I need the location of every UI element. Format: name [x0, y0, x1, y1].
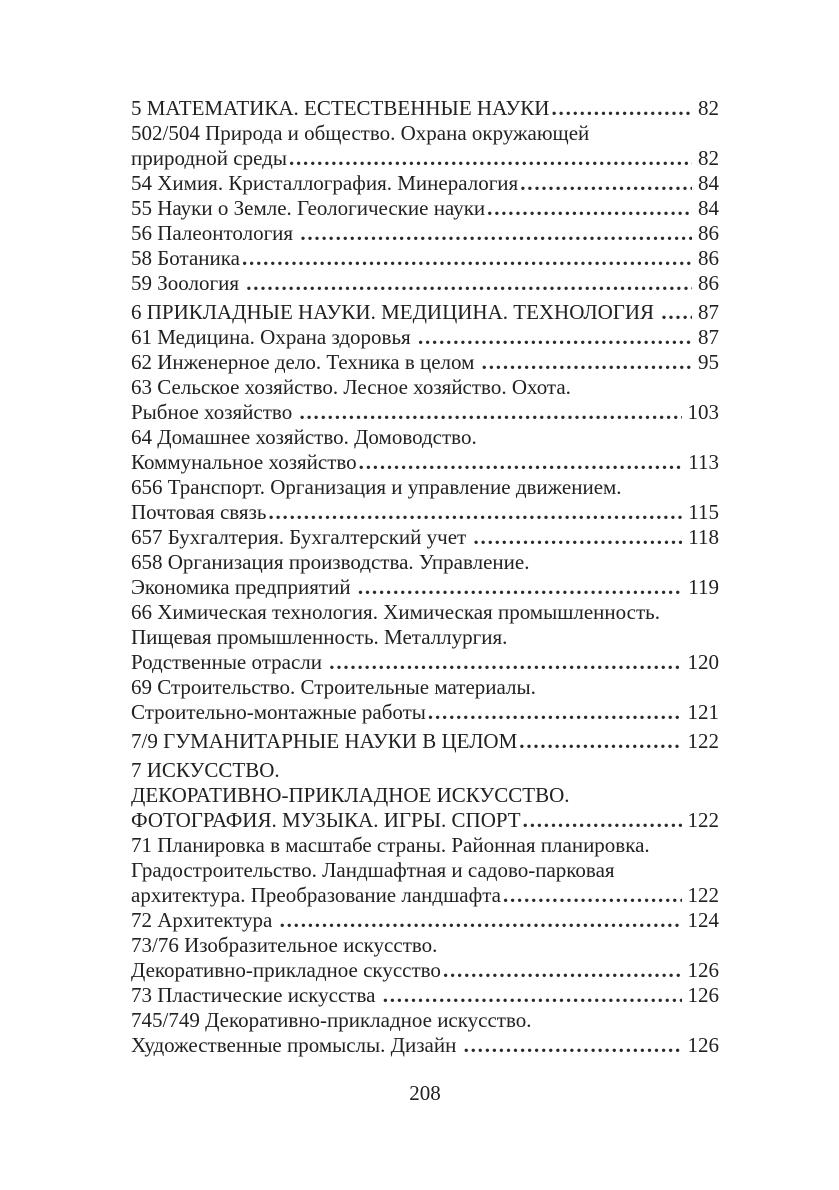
toc-line	[131, 575, 719, 600]
toc-entry-text: 73 Пластические искусства	[131, 983, 381, 1007]
toc-entry-text: 69 Строительство. Строительные материалы.	[131, 675, 536, 699]
toc-entry-text: 71 Планировка в масштабе страны. Районная планировка.	[131, 833, 650, 857]
toc-page-number: 124	[687, 908, 719, 932]
toc-line	[131, 650, 719, 675]
dot-leader	[299, 400, 681, 425]
toc-line	[131, 908, 719, 933]
toc-line	[131, 933, 719, 958]
toc-line	[131, 196, 719, 221]
toc-entry-text: 72 Архитектура	[131, 908, 278, 932]
toc-entry-text: Декоративно-прикладное скусство	[131, 958, 441, 982]
toc-page-number: 122	[687, 883, 719, 907]
dot-leader	[300, 221, 692, 246]
dot-leader	[242, 246, 692, 271]
toc-line	[131, 675, 719, 700]
toc-section-heading	[131, 300, 719, 325]
toc-page-number: 86	[698, 246, 719, 270]
toc-entry-text: Экономика предприятий	[131, 575, 356, 599]
toc-page-number: 84	[698, 196, 719, 220]
toc-entry-text: 7/9 ГУМАНИТАРНЫЕ НАУКИ В ЦЕЛОМ	[131, 729, 518, 753]
toc-entry	[131, 121, 719, 171]
toc-line	[131, 729, 719, 754]
toc-line	[131, 500, 719, 525]
toc-entry	[131, 983, 719, 1008]
toc-line	[131, 246, 719, 271]
toc-page-number: 87	[698, 325, 719, 349]
toc-page-number: 118	[688, 525, 719, 549]
toc-line	[131, 450, 719, 475]
toc-page-number: 87	[698, 300, 719, 324]
toc-line	[131, 475, 719, 500]
toc-section-heading	[131, 758, 719, 833]
toc-entry-text: 61 Медицина. Охрана здоровья	[131, 325, 416, 349]
toc-entry-text: 73/76 Изобразительное искусство.	[131, 933, 438, 957]
toc-line	[131, 325, 719, 350]
toc-entry-text: 64 Домашнее хозяйство. Домоводство.	[131, 425, 477, 449]
dot-leader	[473, 525, 682, 550]
toc-page-number: 122	[687, 808, 719, 832]
toc-entry-text: Рыбное хозяйство	[131, 400, 298, 424]
toc-page-number: 115	[688, 500, 719, 524]
toc-entry-text: Пищевая промышленность. Металлургия.	[131, 625, 508, 649]
toc-entry-text: 54 Химия. Кристаллография. Минералогия	[131, 171, 519, 195]
toc-page-number: 103	[687, 400, 719, 424]
toc-line	[131, 525, 719, 550]
toc-line	[131, 425, 719, 450]
toc-line	[131, 808, 719, 833]
toc-line	[131, 350, 719, 375]
dot-leader	[280, 908, 682, 933]
dot-leader	[418, 325, 692, 350]
toc-line	[131, 300, 719, 325]
toc-line	[131, 958, 719, 983]
toc-section-heading	[131, 729, 719, 754]
toc-entry-text: ФОТОГРАФИЯ. МУЗЫКА. ИГРЫ. СПОРТ	[131, 808, 521, 832]
dot-leader	[358, 575, 682, 600]
dot-leader	[329, 650, 681, 675]
dot-leader	[482, 350, 692, 375]
dot-leader	[661, 300, 692, 325]
dot-leader	[428, 700, 682, 725]
toc-entry-text: 66 Химическая технология. Химическая промышленность.	[131, 600, 660, 624]
toc-entry-text: Почтовая связь	[131, 500, 267, 524]
toc-entry-text: Коммунальное хозяйство	[131, 450, 357, 474]
toc-line	[131, 625, 719, 650]
toc-page-number: 126	[687, 983, 719, 1007]
toc-entry-text: Строительно-монтажные работы	[131, 700, 426, 724]
toc-line	[131, 375, 719, 400]
toc-entry	[131, 600, 719, 675]
dot-leader	[464, 1033, 682, 1058]
dot-leader	[246, 271, 692, 296]
toc-entry	[131, 933, 719, 983]
toc-entry-text: 657 Бухгалтерия. Бухгалтерский учет	[131, 525, 472, 549]
dot-leader	[523, 808, 682, 833]
toc-entry-text: архитектура. Преобразование ландшафта	[131, 883, 501, 907]
toc-entry	[131, 221, 719, 246]
toc-page-number: 126	[687, 1033, 719, 1057]
toc-page-number: 120	[687, 650, 719, 674]
toc-line	[131, 858, 719, 883]
toc-entry	[131, 325, 719, 350]
toc-entry	[131, 425, 719, 475]
toc-entry-text: 656 Транспорт. Организация и управление движением.	[131, 475, 622, 499]
toc-entry-text: Родственные отрасли	[131, 650, 328, 674]
toc-entry-text: 502/504 Природа и общество. Охрана окружающей	[131, 121, 590, 145]
toc-line	[131, 600, 719, 625]
toc-page-number: 119	[688, 575, 719, 599]
toc-line	[131, 983, 719, 1008]
toc-entry-text: природной среды	[131, 146, 287, 170]
toc-entry	[131, 1008, 719, 1058]
toc-entry	[131, 833, 719, 908]
toc-page-number: 121	[687, 700, 719, 724]
dot-leader	[268, 500, 682, 525]
toc-line	[131, 171, 719, 196]
folio-page-number: 208	[409, 1081, 441, 1105]
toc-entry-text: Градостроительство. Ландшафтная и садово-парковая	[131, 858, 615, 882]
toc-entry-text: 63 Сельское хозяйство. Лесное хозяйство. Охота.	[131, 375, 571, 399]
toc-page-number: 122	[687, 729, 719, 753]
toc-line	[131, 883, 719, 908]
dot-leader	[520, 171, 692, 196]
dot-leader	[359, 450, 683, 475]
dot-leader	[487, 196, 692, 221]
toc-entry-text: 745/749 Декоративно-прикладное искусство.	[131, 1008, 532, 1032]
toc-entry-text: 59 Зоология	[131, 271, 245, 295]
toc-page-number: 95	[698, 350, 719, 374]
toc-entry	[131, 196, 719, 221]
toc-line	[131, 271, 719, 296]
toc-entry-text: 62 Инженерное дело. Техника в целом	[131, 350, 480, 374]
dot-leader	[551, 96, 692, 121]
toc-entry	[131, 475, 719, 525]
toc-entry-text: 55 Науки о Земле. Геологические науки	[131, 196, 486, 220]
table-of-contents	[131, 96, 719, 1058]
toc-page-number: 126	[687, 958, 719, 982]
toc-entry-text: Художественные промыслы. Дизайн	[131, 1033, 462, 1057]
toc-entry	[131, 525, 719, 550]
toc-entry	[131, 375, 719, 425]
toc-page-number: 84	[698, 171, 719, 195]
toc-line	[131, 833, 719, 858]
dot-leader	[519, 729, 681, 754]
toc-line	[131, 221, 719, 246]
toc-page-number: 86	[698, 221, 719, 245]
dot-leader	[503, 883, 682, 908]
toc-line	[131, 550, 719, 575]
toc-line	[131, 700, 719, 725]
toc-entry	[131, 350, 719, 375]
toc-entry	[131, 171, 719, 196]
toc-entry-text: 58 Ботаника	[131, 246, 240, 270]
dot-leader	[289, 146, 692, 171]
toc-line	[131, 400, 719, 425]
toc-page-number: 82	[698, 96, 719, 120]
toc-line	[131, 96, 719, 121]
toc-entry	[131, 675, 719, 725]
toc-entry-text: 5 МАТЕМАТИКА. ЕСТЕСТВЕННЫЕ НАУКИ	[131, 96, 550, 120]
toc-entry	[131, 550, 719, 600]
toc-entry-text: 658 Организация производства. Управление.	[131, 550, 530, 574]
toc-entry	[131, 271, 719, 296]
toc-entry-text: 56 Палеонтология	[131, 221, 299, 245]
toc-line	[131, 783, 719, 808]
toc-entry-text: ДЕКОРАТИВНО-ПРИКЛАДНОЕ ИСКУССТВО.	[131, 783, 570, 807]
toc-page-number: 82	[698, 146, 719, 170]
toc-entry	[131, 908, 719, 933]
dot-leader	[383, 983, 682, 1008]
toc-page-number: 113	[688, 450, 719, 474]
toc-line	[131, 146, 719, 171]
toc-entry	[131, 246, 719, 271]
toc-line	[131, 121, 719, 146]
toc-page-number: 86	[698, 271, 719, 295]
toc-section-heading	[131, 96, 719, 121]
toc-line	[131, 1033, 719, 1058]
toc-line	[131, 1008, 719, 1033]
toc-entry-text: 7 ИСКУССТВО.	[131, 758, 280, 782]
dot-leader	[443, 958, 682, 983]
toc-entry-text: 6 ПРИКЛАДНЫЕ НАУКИ. МЕДИЦИНА. ТЕХНОЛОГИЯ	[131, 300, 660, 324]
toc-line	[131, 758, 719, 783]
